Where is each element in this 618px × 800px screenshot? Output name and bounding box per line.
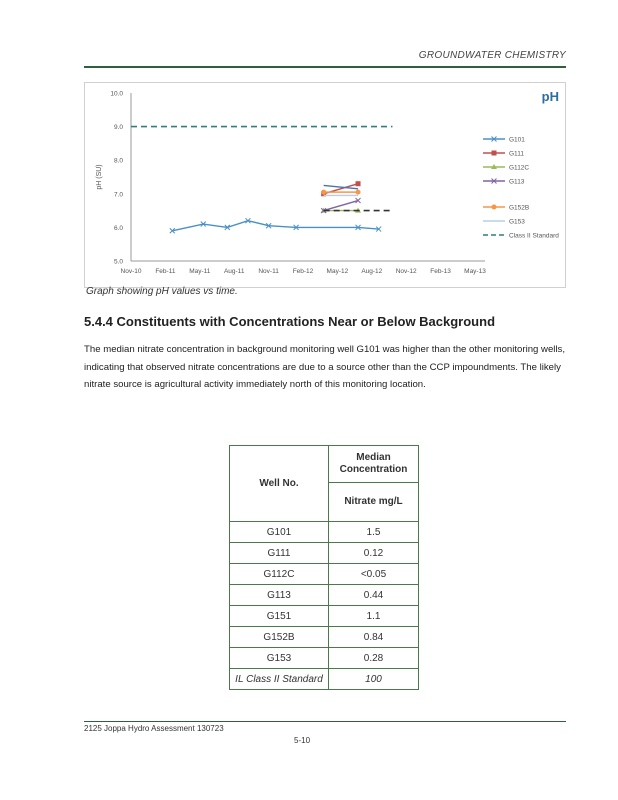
y-axis-label: pH (SU) — [96, 164, 103, 190]
x-tick-label: Nov-11 — [258, 268, 279, 275]
y-tick-label: 5.0 — [113, 258, 123, 266]
well-cell: G152B — [230, 627, 329, 648]
table-row — [230, 606, 419, 627]
y-tick-label: 9.0 — [113, 124, 123, 132]
table-row — [230, 585, 419, 606]
value-cell: <0.05 — [329, 564, 419, 585]
y-tick-label: 6.0 — [113, 224, 123, 232]
table-row — [230, 627, 419, 648]
legend-label: G113 — [509, 178, 525, 186]
well-cell: G101 — [230, 522, 329, 543]
nitrate-unit-header: Nitrate mg/L — [329, 483, 419, 522]
well-no-header: Well No. — [230, 446, 329, 522]
page-header-title: GROUNDWATER CHEMISTRY — [418, 50, 566, 61]
section-body: The median nitrate concentration in background monitoring well G101 was higher than the other monitoring wells, indicating that observed nitrate concentrations are due to a source other than the CCP impoundments. The likely nitrate source is agricultural activity immediately north of this monitoring location. — [84, 344, 566, 390]
data-point-g152b — [356, 190, 361, 195]
well-cell: G111 — [230, 543, 329, 564]
well-cell: G153 — [230, 648, 329, 669]
section-heading: 5.4.4 Constituents with Concentrations Near or Below Background — [84, 314, 496, 329]
footer-page-number: 5-10 — [294, 736, 311, 745]
x-tick-label: Aug-12 — [361, 268, 383, 275]
chart-caption: Graph showing pH values vs time. — [86, 286, 238, 297]
value-cell: 0.84 — [329, 627, 419, 648]
standard-label-cell: IL Class II Standard — [230, 669, 329, 690]
x-tick-label: May-13 — [464, 268, 486, 275]
series-line-g113 — [324, 201, 358, 211]
data-point-g111 — [492, 151, 497, 156]
well-cell: G151 — [230, 606, 329, 627]
value-cell: 0.12 — [329, 543, 419, 564]
value-cell: 0.44 — [329, 585, 419, 606]
standard-row — [230, 669, 419, 690]
series-line-g101 — [172, 221, 378, 231]
x-tick-label: Aug-11 — [223, 268, 245, 275]
table-row — [230, 564, 419, 585]
x-tick-label: Nov-10 — [120, 268, 142, 275]
legend-label: G152B — [509, 204, 530, 212]
standard-value-cell: 100 — [329, 669, 419, 690]
x-tick-label: Feb-11 — [155, 268, 176, 275]
x-tick-label: Feb-13 — [430, 268, 451, 275]
well-cell: G113 — [230, 585, 329, 606]
y-tick-label: 8.0 — [113, 157, 123, 165]
y-tick-label: 7.0 — [113, 191, 123, 199]
table-row — [230, 648, 419, 669]
x-tick-label: Feb-12 — [292, 268, 314, 275]
footer-document-id: 2125 Joppa Hydro Assessment 130723 — [84, 724, 224, 733]
legend-label: G153 — [509, 218, 525, 226]
y-tick-label: 10.0 — [110, 90, 123, 98]
header-rule — [84, 66, 566, 68]
value-cell: 1.1 — [329, 606, 419, 627]
median-concentration-header: Median Concentration — [329, 446, 419, 483]
chart-title: pH — [541, 89, 559, 104]
x-tick-label: Nov-12 — [395, 268, 417, 275]
data-point-g152b — [321, 190, 326, 195]
table-row — [230, 522, 419, 543]
ph-chart — [84, 82, 566, 288]
table-row — [230, 543, 419, 564]
data-point-g111 — [356, 181, 361, 186]
legend-label: Class II Standard — [509, 232, 559, 240]
legend-label: G101 — [509, 136, 525, 144]
x-tick-label: May-12 — [326, 268, 349, 275]
legend-label: G112C — [509, 164, 530, 172]
nitrate-table — [229, 445, 419, 690]
x-tick-label: May-11 — [189, 268, 211, 275]
ph-chart-svg — [85, 83, 565, 287]
footer-rule — [84, 721, 566, 722]
legend-label: G111 — [509, 150, 524, 158]
value-cell: 1.5 — [329, 522, 419, 543]
value-cell: 0.28 — [329, 648, 419, 669]
well-cell: G112C — [230, 564, 329, 585]
data-point-g152b — [492, 205, 497, 210]
